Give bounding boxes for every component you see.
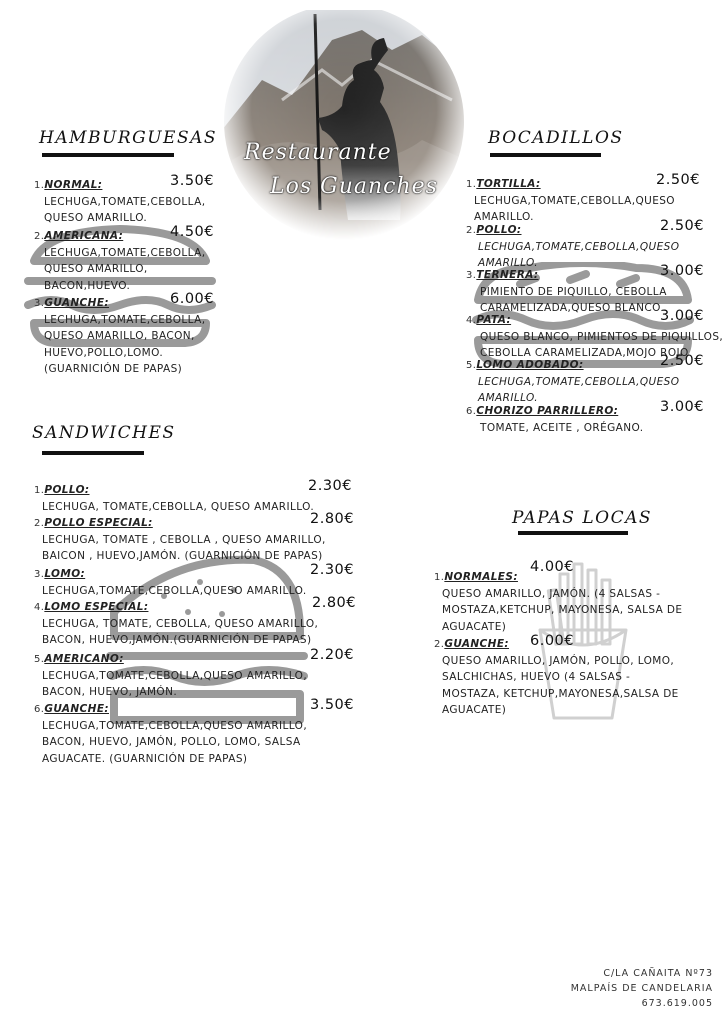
item-price: 4.00€	[530, 559, 575, 575]
item-price: 2.50€	[656, 172, 701, 188]
item-name: GUANCHE:	[44, 703, 109, 715]
item-price: 2.80€	[310, 511, 355, 527]
address-street: C/LA CAÑAITA Nº73	[603, 968, 713, 979]
logo-image	[222, 10, 466, 246]
item-price: 6.00€	[530, 633, 575, 649]
item-name: POLLO:	[476, 224, 522, 236]
item-price: 2.50€	[660, 218, 705, 234]
bocadillos-underline	[490, 153, 601, 157]
sandwiches-title: SANDWICHES	[32, 423, 176, 443]
bocadillos-title: BOCADILLOS	[488, 128, 624, 148]
item-price: 3.00€	[660, 263, 705, 279]
item-name: LOMO ADOBADO:	[476, 359, 584, 371]
menu-item-sandwich-lomo-especial: 4.LOMO ESPECIAL: 2.80€ LECHUGA, TOMATE, CEBOLLA, QUESO AMARILLO, BACON, HUEVO,JAMÓN.(GUARNICIÓN DE PAPAS)	[34, 595, 357, 647]
menu-item-hamburguesa-americana: 2.AMERICANA: 4.50€ LECHUGA,TOMATE,CEBOLLA, QUESO AMARILLO, BACON,HUEVO.	[34, 224, 215, 292]
item-name: POLLO ESPECIAL:	[44, 517, 153, 529]
item-price: 2.50€	[660, 353, 705, 369]
item-price: 3.00€	[660, 308, 705, 324]
item-name: NORMAL:	[44, 179, 103, 191]
item-price: 2.30€	[308, 478, 353, 494]
menu-item-bocadillo-lomo-adobado: 5.LOMO ADOBADO: 2.50€ LECHUGA,TOMATE,CEBOLLA,QUESO AMARILLO.	[466, 353, 705, 405]
menu-item-bocadillo-pollo: 2.POLLO: 2.50€ LECHUGA,TOMATE,CEBOLLA,QUESO AMARILLO.	[466, 218, 705, 270]
menu-item-bocadillo-pata: 4.PATA: 3.00€ QUESO BLANCO, PIMIENTOS DE PIQUILLOS, CEBOLLA CARAMELIZADA,MOJO ROJO	[466, 308, 724, 360]
item-price: 3.50€	[310, 697, 355, 713]
item-name: GUANCHE:	[44, 297, 109, 309]
menu-item-sandwich-americano: 5.AMERICANO: 2.20€ LECHUGA,TOMATE,CEBOLLA,QUESO AMARILLO, BACON, HUEVO, JAMÓN.	[34, 647, 355, 699]
papas-locas-underline	[518, 531, 628, 535]
restaurant-logo	[222, 10, 466, 246]
item-price: 6.00€	[170, 291, 215, 307]
menu-item-sandwich-lomo: 3.LOMO: 2.30€ LECHUGA,TOMATE,CEBOLLA,QUESO AMARILLO.	[34, 562, 355, 597]
item-name: POLLO:	[44, 484, 90, 496]
item-price: 3.50€	[170, 173, 215, 189]
item-name: TORTILLA:	[476, 178, 541, 190]
restaurant-address	[571, 966, 713, 1011]
item-name: NORMALES:	[444, 571, 518, 583]
menu-item-hamburguesa-normal: 1.NORMAL: 3.50€ LECHUGA,TOMATE,CEBOLLA, QUESO AMARILLO.	[34, 173, 215, 225]
item-price: 2.20€	[310, 647, 355, 663]
menu-item-sandwich-pollo-especial: 2.POLLO ESPECIAL: 2.80€ LECHUGA, TOMATE , CEBOLLA , QUESO AMARILLO, BAICON , HUEVO,JAMÓN. (GUARNICIÓN DE PAPAS)	[34, 511, 355, 563]
item-name: GUANCHE:	[444, 638, 509, 650]
menu-item-sandwich-pollo: 1.POLLO: 2.30€ LECHUGA, TOMATE,CEBOLLA, QUESO AMARILLO.	[34, 478, 353, 513]
item-name: TERNERA:	[476, 269, 539, 281]
address-town: MALPAÍS DE CANDELARIA	[570, 983, 713, 994]
item-price: 2.80€	[312, 595, 357, 611]
item-name: CHORIZO PARRILLERO:	[476, 405, 619, 417]
item-name: AMERICANO:	[44, 653, 124, 665]
item-name: PATA:	[476, 314, 512, 326]
item-name: LOMO:	[44, 568, 86, 580]
papas-locas-title: PAPAS LOCAS	[512, 508, 653, 528]
menu-item-bocadillo-chorizo: 6.CHORIZO PARRILLERO: 3.00€ TOMATE, ACEITE , ORÉGANO.	[466, 399, 705, 434]
item-name: AMERICANA:	[44, 230, 124, 242]
hamburguesas-underline	[42, 153, 174, 157]
menu-item-hamburguesa-guanche: 3.GUANCHE: 6.00€ LECHUGA,TOMATE,CEBOLLA, QUESO AMARILLO, BACON, HUEVO,POLLO,LOMO. (GUARNICIÓN DE PAPAS)	[34, 291, 215, 376]
menu-item-papas-normales: 1.NORMALES: 4.00€ QUESO AMARILLO, JAMÓN. (4 SALSAS - MOSTAZA,KETCHUP, MAYONESA, SALSA DE AGUACATE)	[434, 559, 683, 633]
logo-line-2: Los Guanches	[270, 174, 438, 199]
menu-item-sandwich-guanche: 6.GUANCHE: 3.50€ LECHUGA,TOMATE,CEBOLLA,QUESO AMARILLO, BACON, HUEVO, JAMÓN, POLLO, LOMO, SALSA AGUACATE. (GUARNICIÓN DE PAPAS)	[34, 697, 355, 765]
menu-item-papas-guanche: 2.GUANCHE: 6.00€ QUESO AMARILLO, JAMÓN, POLLO, LOMO, SALCHICHAS, HUEVO (4 SALSAS - MOSTAZA, KETCHUP,MAYONESA,SALSA DE AGUACATE)	[434, 633, 679, 717]
hamburguesas-title: HAMBURGUESAS	[39, 128, 218, 148]
item-price: 3.00€	[660, 399, 705, 415]
logo-line-1: Restaurante	[244, 140, 392, 165]
menu-item-bocadillo-tortilla: 1.TORTILLA: 2.50€ LECHUGA,TOMATE,CEBOLLA,QUESO AMARILLO.	[466, 172, 701, 224]
item-price: 4.50€	[170, 224, 215, 240]
menu-item-bocadillo-ternera: 3.TERNERA: 3.00€ PIMIENTO DE PIQUILLO, CEBOLLA CARAMELIZADA,QUESO BLANCO	[466, 263, 705, 315]
phone-number: 673.619.005	[641, 998, 713, 1009]
item-name: LOMO ESPECIAL:	[44, 601, 149, 613]
sandwiches-underline	[42, 451, 144, 455]
item-price: 2.30€	[310, 562, 355, 578]
